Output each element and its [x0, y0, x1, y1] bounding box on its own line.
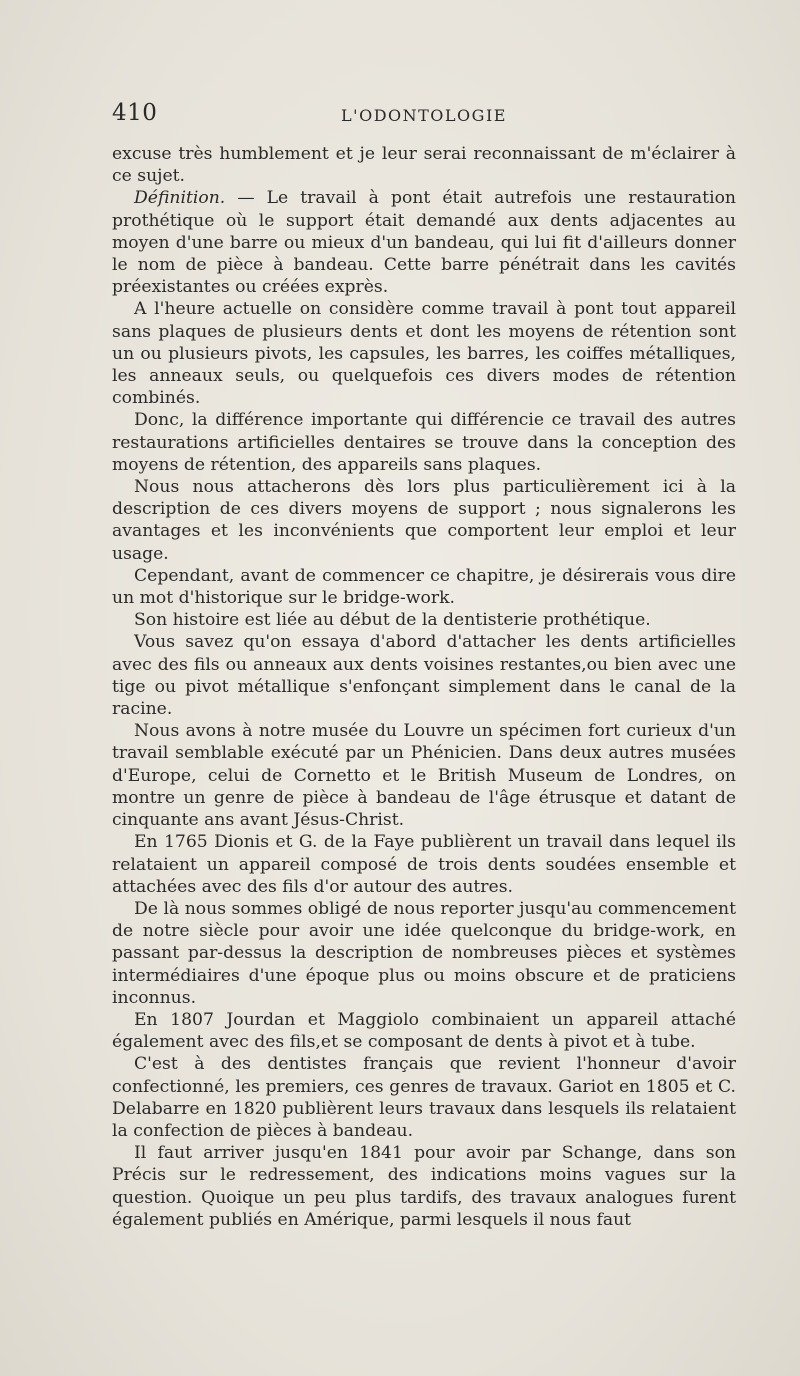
- body-text: [112, 143, 736, 1231]
- paragraph-lead: Définition.: [134, 188, 226, 209]
- paragraph: [112, 143, 736, 187]
- paragraph-text: En 1807 Jourdan et Maggiolo combinaient un appareil attaché également avec des fils,et se composant de dents à pivot et à tube.: [112, 1009, 736, 1053]
- paragraph-text: En 1765 Dionis et G. de la Faye publièrent un travail dans lequel ils relataient un appareil composé de trois dents soudées ensemble et attachées avec des fils d'or autour des autres.: [112, 832, 736, 897]
- paragraph-text: C'est à des dentistes français que revient l'honneur d'avoir confectionné, les premiers, ces genres de travaux. Gariot en 1805 et C. Delabarre en 1820 publièrent leurs travaux dans lesquels ils relataient la confection de pièces à bandeau.: [112, 1054, 736, 1141]
- paragraph-text: Il faut arriver jusqu'en 1841 pour avoir par Schange, dans son Précis sur le redressement, des indications moins vagues sur la question. Quoique un peu plus tardifs, des travaux analogues furent également publiés en Amérique, parmi lesquels il nous faut: [112, 1143, 736, 1230]
- paragraph: [112, 409, 736, 476]
- paragraph: [112, 898, 736, 1009]
- paragraph: [112, 1142, 736, 1231]
- paragraph-text: A l'heure actuelle on considère comme travail à pont tout appareil sans plaques de plusieurs dents et dont les moyens de rétention sont un ou plusieurs pivots, les capsules, les barres, les coiffes métalliques, les anneaux seuls, ou quelquefois ces divers modes de rétention combinés.: [112, 299, 736, 409]
- paragraph: [112, 1053, 736, 1142]
- paragraph-text: Son histoire est liée au début de la dentisterie prothétique.: [134, 610, 651, 631]
- paragraph: [112, 298, 736, 409]
- paragraph: [112, 831, 736, 898]
- paragraph-text: De là nous sommes obligé de nous reporter jusqu'au commencement de notre siècle pour avoir une idée quelconque du bridge-work, en passant par-dessus la description de nombreuses pièces et systèmes intermédiaires d'une époque plus ou moins obscure et de praticiens inconnus.: [112, 898, 736, 1008]
- paragraph-text: — Le travail à pont était autrefois une restauration prothétique où le support était demandé aux dents adjacentes au moyen d'une barre ou mieux d'un bandeau, qui lui fit d'ailleurs donner le nom de pièce à bandeau. Cette barre pénétrait dans les cavités préexistantes ou créées exprès.: [112, 188, 736, 298]
- paragraph-text: Vous savez qu'on essaya d'abord d'attacher les dents artificielles avec des fils ou anneaux aux dents voisines restantes,ou bien avec une tige ou pivot métallique s'enfonçant simplement dans le canal de la racine.: [112, 632, 736, 720]
- paragraph-text: excuse très humblement et je leur serai reconnaissant de m'éclairer à ce sujet.: [112, 144, 736, 187]
- paragraph: [112, 720, 736, 831]
- paragraph-text: Donc, la différence importante qui différencie ce travail des autres restaurations artificielles dentaires se trouve dans la conception des moyens de rétention, des appareils sans plaques.: [112, 410, 736, 475]
- paragraph-text: Nous nous attacherons dès lors plus particulièrement ici à la description de ces divers moyens de support ; nous signalerons les avantages et les inconvénients que comportent leur emploi et leur usage.: [112, 477, 736, 564]
- paragraph: [112, 609, 736, 631]
- paragraph-text: Nous avons à notre musée du Louvre un spécimen fort curieux d'un travail semblable exécuté par un Phénicien. Dans deux autres musées d'Europe, celui de Cornetto et le British Museum de Londres, on montre un genre de pièce à bandeau de l'âge étrusque et datant de cinquante ans avant Jésus-Christ.: [112, 721, 736, 831]
- paragraph: [112, 631, 736, 720]
- paragraph-definition: [112, 187, 736, 298]
- page-number: 410: [112, 100, 158, 126]
- paragraph: [112, 476, 736, 565]
- paragraph: [112, 1009, 736, 1053]
- paragraph: [112, 565, 736, 609]
- page-header: [112, 100, 736, 130]
- running-head: L'ODONTOLOGIE: [341, 106, 507, 125]
- paragraph-text: Cependant, avant de commencer ce chapitre, je désirerais vous dire un mot d'historique sur le bridge-work.: [112, 565, 736, 609]
